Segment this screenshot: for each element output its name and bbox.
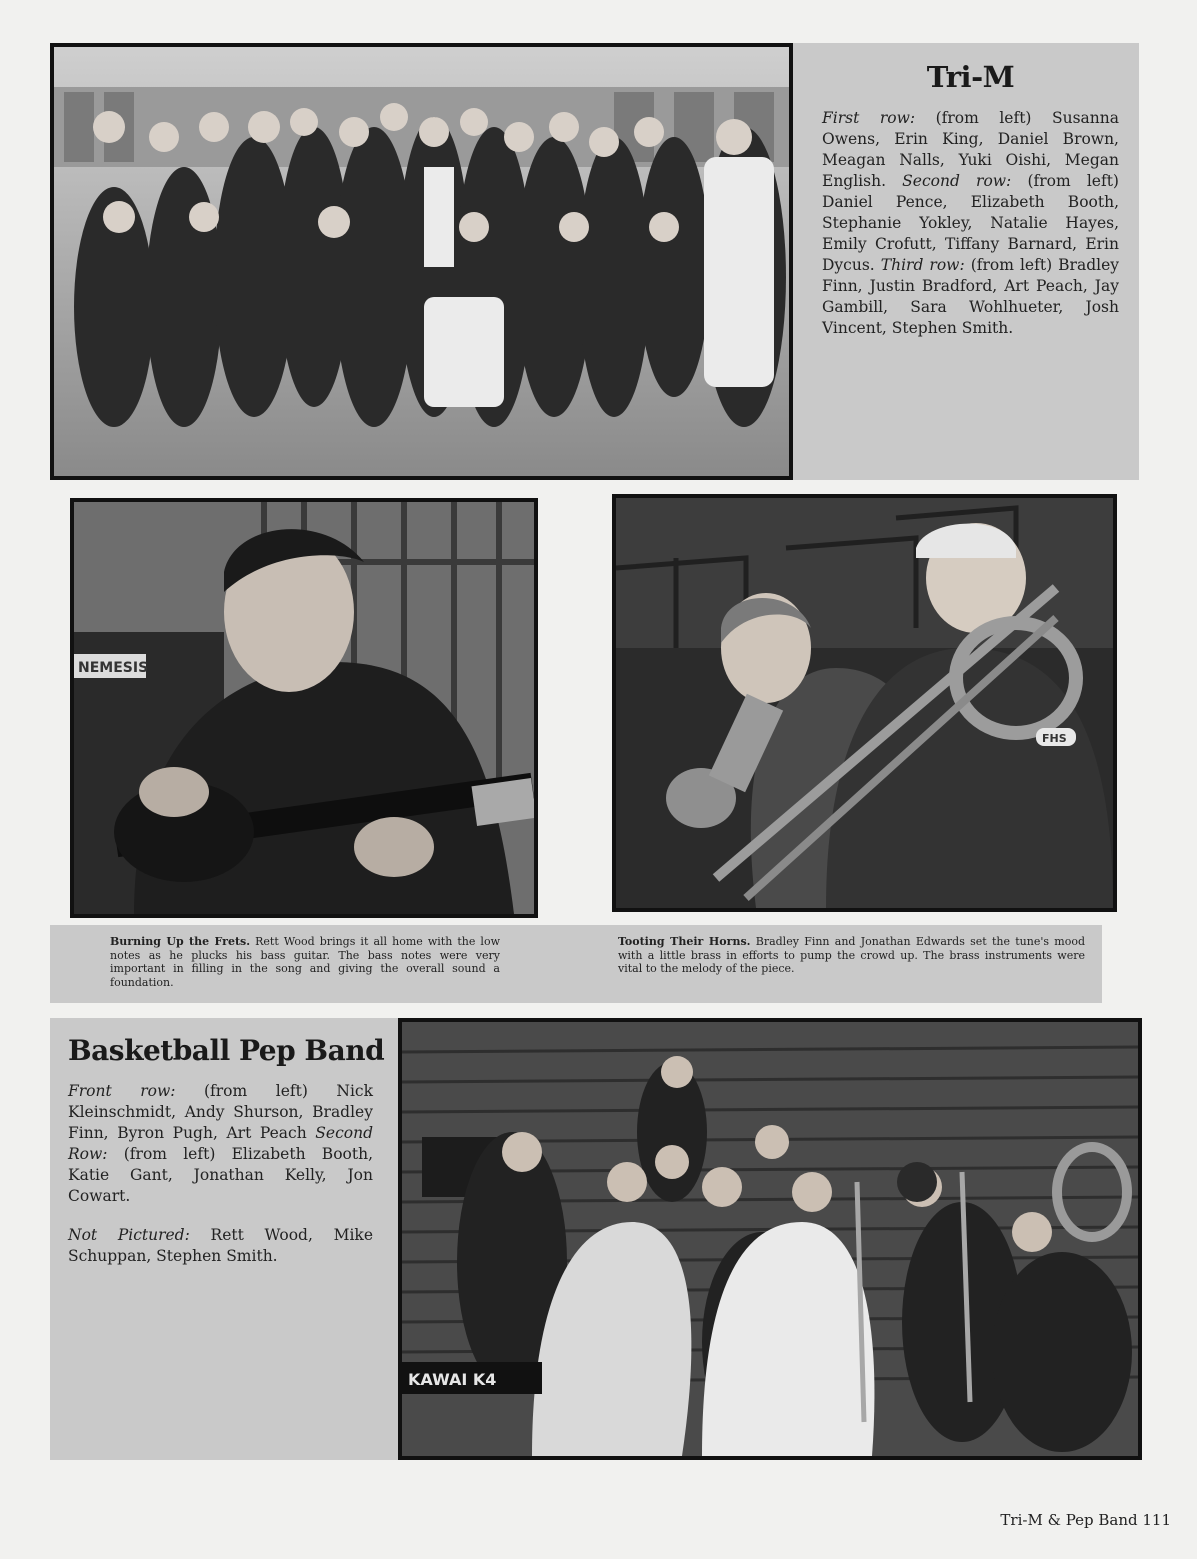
bass-caption-title: Burning Up the Frets. xyxy=(110,935,251,948)
bass-caption-text: Rett Wood brings it all home with the low notes as he plucks his bass guitar. The bass notes were very important in filling in the song and giving the overall sound a foundation. xyxy=(110,935,500,989)
bass-photo-caption xyxy=(110,935,500,989)
tri-m-title: Tri-M xyxy=(926,60,1015,94)
front-row-label: Front row: xyxy=(68,1082,176,1100)
pep-band-title: Basketball Pep Band xyxy=(68,1034,385,1067)
second-row-label-pep: Second Row: xyxy=(68,1124,373,1163)
brass-caption-title: Tooting Their Horns. xyxy=(618,935,751,948)
brass-photo-caption xyxy=(618,935,1085,976)
page-folio: Tri-M & Pep Band 111 xyxy=(1000,1511,1171,1529)
tri-m-group-photo xyxy=(50,43,793,480)
second-row-names: (from left) Daniel Pence, Elizabeth Booth, Stephanie Yokley, Natalie Hayes, Emily Crofutt, Tiffany Barnard, Erin Dycus. xyxy=(822,172,1119,274)
tri-m-roster xyxy=(822,108,1119,339)
not-pictured-label: Not Pictured: xyxy=(68,1226,190,1244)
not-pictured xyxy=(68,1225,373,1267)
not-pictured-names: Rett Wood, Mike Schuppan, Stephen Smith. xyxy=(68,1226,373,1265)
pep-band-group-photo xyxy=(398,1018,1142,1460)
fhs-shirt-text: FHS xyxy=(1042,732,1067,745)
second-row-label: Second row: xyxy=(902,172,1012,190)
first-row-label: First row: xyxy=(822,109,916,127)
third-row-names: (from left) Bradley Finn, Justin Bradford, Art Peach, Jay Gambill, Sara Wohlhueter, Josh Vincent, Stephen Smith. xyxy=(822,256,1120,337)
brass-players-photo xyxy=(612,494,1117,912)
brass-caption-text: Bradley Finn and Jonathan Edwards set the tune's mood with a little brass in efforts to pump the crowd up. The brass instruments were vital to the melody of the piece. xyxy=(618,935,1086,975)
nemesis-logo-text: NEMESIS xyxy=(78,660,149,676)
kawai-keyboard-text: KAWAI K4 xyxy=(408,1370,497,1389)
second-row-names-pep: (from left) Elizabeth Booth, Katie Gant, Jonathan Kelly, Jon Cowart. xyxy=(68,1145,373,1205)
third-row-label: Third row: xyxy=(880,256,965,274)
pep-band-roster xyxy=(68,1081,373,1207)
tri-m-text xyxy=(822,60,1119,339)
first-row-names: (from left) Susanna Owens, Erin King, Daniel Brown, Meagan Nalls, Yuki Oishi, Megan English. xyxy=(822,109,1119,190)
bass-guitar-photo xyxy=(70,498,538,918)
front-row-names: (from left) Nick Kleinschmidt, Andy Shurson, Bradley Finn, Byron Pugh, Art Peach xyxy=(68,1082,373,1142)
pep-band-text xyxy=(68,1034,385,1267)
